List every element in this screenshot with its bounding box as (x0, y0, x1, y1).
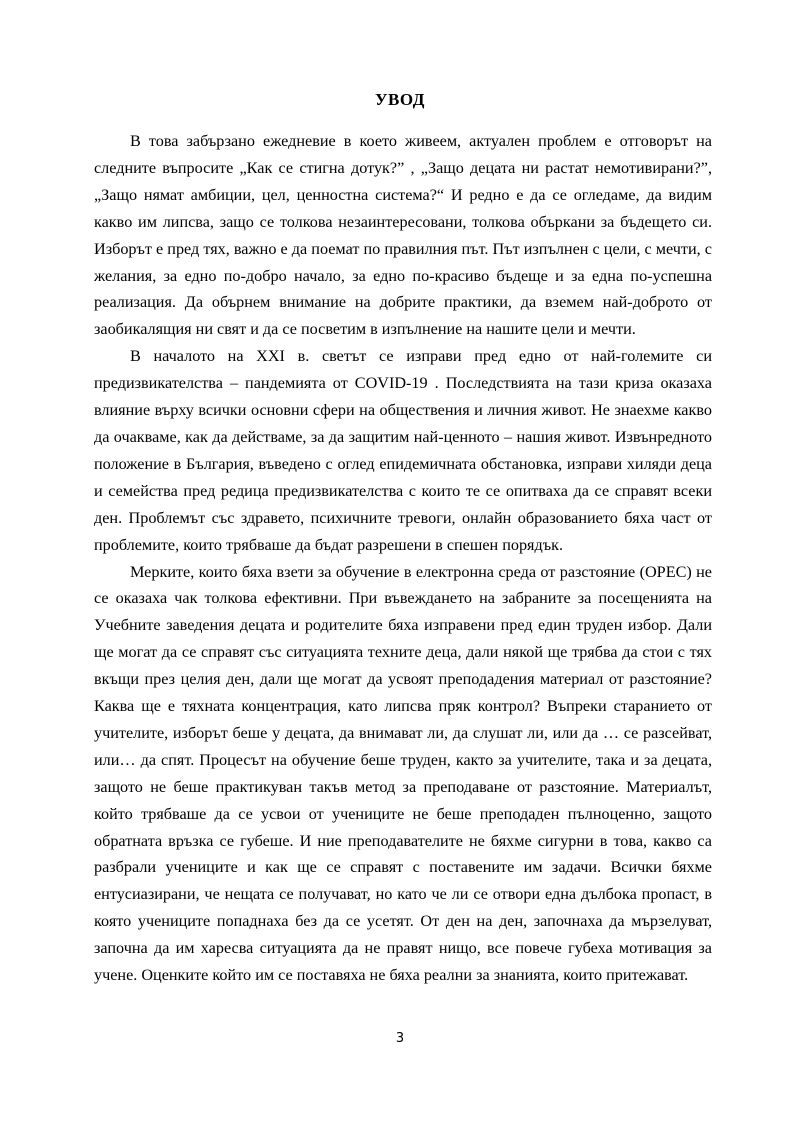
paragraph-remote-learning: Мерките, които бяха взети за обучение в електронна среда от разстояние (ОРЕС) не се оказаха чак толкова ефективни. При въвеждането на забраните за посещенията на Учебните заведения децата и родителите бяха изправени пред един труден избор. Дали ще могат да се справят със ситуацията техните деца, дали някой ще трябва да стои с тях вкъщи през целия ден, дали ще могат да усвоят преподадения материал от разстояние? Каква ще е тяхната концентрация, като липсва пряк контрол? Въпреки старанието от учителите, изборът беше у децата, да внимават ли, да слушат ли, или да … се разсейват, или… да спят. Процесът на обучение беше труден, както за учителите, така и за децата, защото не беше практикуван такъв метод за преподаване от разстояние. Материалът, който трябваше да се усвои от учениците не беше преподаден пълноценно, защото обратната връзка се губеше. И ние преподавателите не бяхме сигурни в това, какво са разбрали учениците и как ще се справят с поставените им задачи. Всички бяхме ентусиазирани, че нещата се получават, но като че ли се отвори една дълбока пропаст, в която учениците попаднаха без да се усетят. От ден на ден, започнаха да мързелуват, започна да им харесва ситуацията да не правят нищо, все повече губеха мотивация за учене. Оценките който им се поставяха не бяха реални за знанията, които притежават. (94, 562, 712, 985)
paragraph-pandemic: В началото на XXI в. светът се изправи пред едно от най-големите си предизвикателства – пандемията от COVID-19 . Последствията на тази криза оказаха влияние върху всички основни сфери на обществения и личния живот. Не знаехме какво да очакваме, как да действаме, за да защитим най-ценното – нашия живот. Извънредното положение в България, въведено с оглед епидемичната обстановка, изправи хиляди деца и семейства пред редица предизвикателства с които те се опитваха да се справят всеки ден. Проблемът със здравето, психичните тревоги, онлайн образованието бяха част от проблемите, които трябваше да бъдат разрешени в спешен порядък. (94, 347, 712, 554)
page-heading: УВОД (375, 90, 425, 109)
page-number: 3 (395, 1031, 405, 1046)
body-text (94, 128, 712, 989)
paragraph-intro: В това забързано ежедневие в което живеем, актуален проблем е отговорът на следните въпросите „Как се стигна дотук?” , „Защо децата ни растат немотивирани?”, „Защо нямат амбиции, цел, ценностна система?“ И редно е да се огледаме, да видим какво им липсва, защо се толкова незаинтересовани, толкова объркани за бъдещето си. Изборът е пред тях, важно е да поемат по правилния път. Път изпълнен с цели, с мечти, с желания, за едно по-добро начало, за едно по-красиво бъдеще и за една по-успешна реализация. Да обърнем внимание на добрите практики, да вземем най-доброто от заобикалящия ни свят и да се посветим в изпълнение на нашите цели и мечти. (94, 132, 712, 339)
